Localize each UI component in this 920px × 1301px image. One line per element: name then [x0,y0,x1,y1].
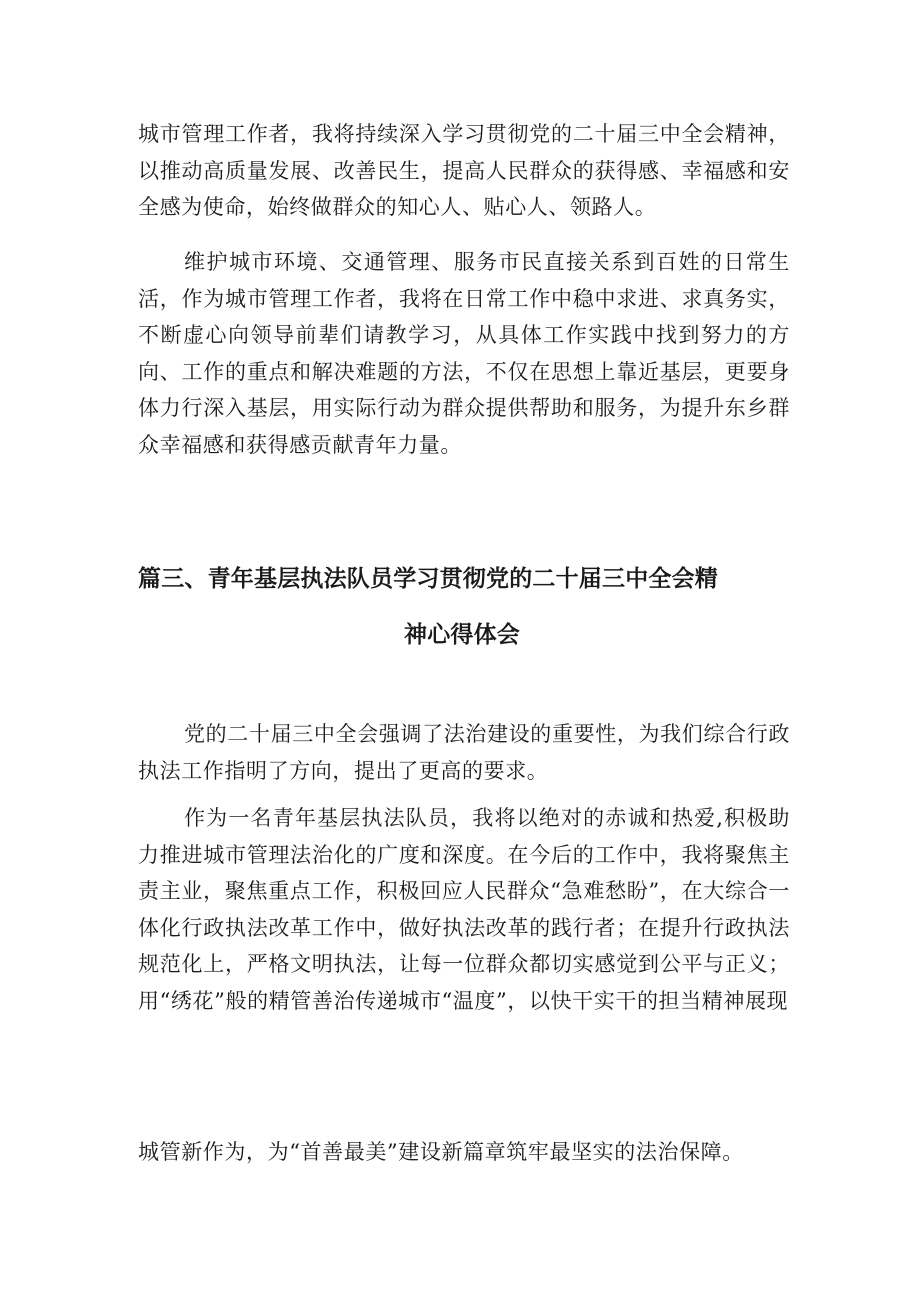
paragraph-closing: 城管新作为，为“首善最美”建设新篇章筑牢最坚实的法治保障。 [138,1140,744,1164]
section-title-line-2: 神心得体会 [404,622,520,648]
paragraph-youth-officer: 作为一名青年基层执法队员，我将以绝对的赤诚和热爱,积极助力推进城市管理法治化的广度和深度。在今后的工作中，我将聚焦主责主业，聚焦重点工作，积极回应人民群众“急难愁盼”，在大综合一体化行政执法改革工作中，做好执法改革的践行者；在提升行政执法规范化上，严格文明执法，让每一位群众都切实感觉到公平与正义；用“绣花”般的精管善治传递城市“温度”，以快干实干的担当精神展现 [138,806,790,1013]
paragraph-city-management: 维护城市环境、交通管理、服务市民直接关系到百姓的日常生活，作为城市管理工作者，我将在日常工作中稳中求进、求真务实，不断虚心向领导前辈们请教学习，从具体工作实践中找到努力的方向、工作的重点和解决难题的方法，不仅在思想上靠近基层，更要身体力行深入基层，用实际行动为群众提供帮助和服务，为提升东乡群众幸福感和获得感贡献青年力量。 [138,250,790,457]
paragraph-rule-of-law: 党的二十届三中全会强调了法治建设的重要性，为我们综合行政执法工作指明了方向，提出了更高的要求。 [138,722,790,783]
section-title-line-1: 篇三、青年基层执法队员学习贯彻党的二十届三中全会精 [138,566,718,592]
section-title [138,551,790,663]
paragraph-intro: 城市管理工作者，我将持续深入学习贯彻党的二十届三中全会精神，以推动高质量发展、改善民生，提高人民群众的获得感、幸福感和安全感为使命，始终做群众的知心人、贴心人、领路人。 [138,122,790,220]
